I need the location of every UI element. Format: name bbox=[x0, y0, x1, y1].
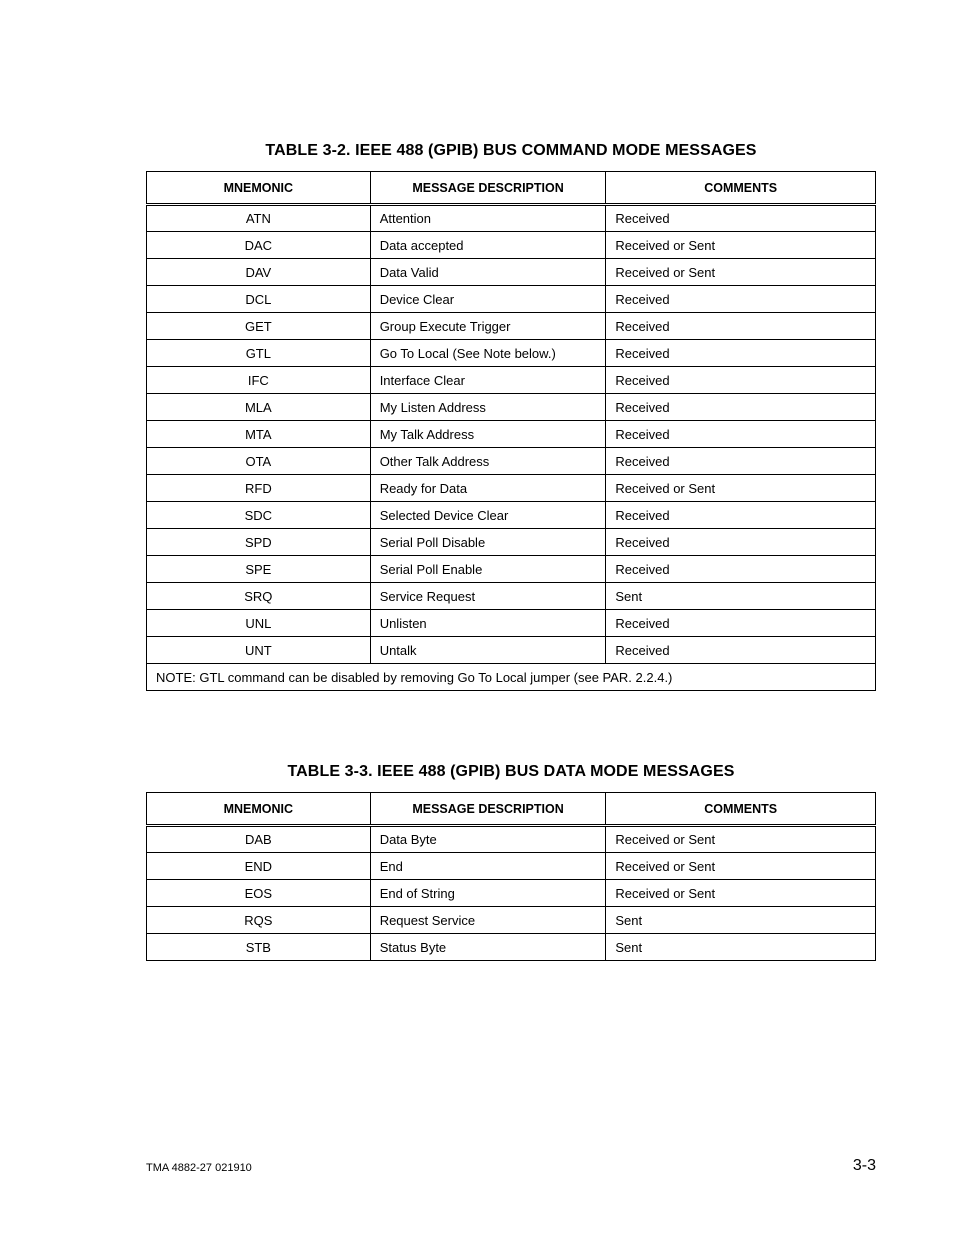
table-row bbox=[147, 853, 876, 880]
table-row bbox=[147, 610, 876, 637]
table-row bbox=[147, 313, 876, 340]
table-row bbox=[147, 934, 876, 961]
mnemonic-cell: SRQ bbox=[147, 583, 371, 610]
description-cell: Data accepted bbox=[370, 232, 606, 259]
table-row bbox=[147, 286, 876, 313]
table-header-row bbox=[147, 172, 876, 205]
table-row bbox=[147, 583, 876, 610]
mnemonic-cell: RFD bbox=[147, 475, 371, 502]
command-mode-messages-table bbox=[146, 171, 876, 691]
mnemonic-cell: DAB bbox=[147, 826, 371, 853]
table-row bbox=[147, 637, 876, 664]
table-row bbox=[147, 232, 876, 259]
mnemonic-cell: SPD bbox=[147, 529, 371, 556]
table-row bbox=[147, 907, 876, 934]
mnemonic-cell: DAV bbox=[147, 259, 371, 286]
mnemonic-cell: GET bbox=[147, 313, 371, 340]
description-cell: End bbox=[370, 853, 606, 880]
description-cell: Unlisten bbox=[370, 610, 606, 637]
table-row bbox=[147, 826, 876, 853]
mnemonic-cell: STB bbox=[147, 934, 371, 961]
header-comments: COMMENTS bbox=[606, 793, 876, 826]
page-number: 3-3 bbox=[852, 1157, 876, 1174]
mnemonic-cell: MTA bbox=[147, 421, 371, 448]
comments-cell: Received bbox=[606, 529, 876, 556]
comments-cell: Received bbox=[606, 610, 876, 637]
table-row bbox=[147, 367, 876, 394]
mnemonic-cell: MLA bbox=[147, 394, 371, 421]
header-message-description: MESSAGE DESCRIPTION bbox=[370, 793, 606, 826]
table-row bbox=[147, 205, 876, 232]
mnemonic-cell: OTA bbox=[147, 448, 371, 475]
header-comments: COMMENTS bbox=[606, 172, 876, 205]
header-mnemonic: MNEMONIC bbox=[147, 793, 371, 826]
description-cell: Selected Device Clear bbox=[370, 502, 606, 529]
description-cell: Status Byte bbox=[370, 934, 606, 961]
description-cell: End of String bbox=[370, 880, 606, 907]
table-header-row bbox=[147, 793, 876, 826]
comments-cell: Received bbox=[606, 394, 876, 421]
mnemonic-cell: END bbox=[147, 853, 371, 880]
description-cell: Request Service bbox=[370, 907, 606, 934]
mnemonic-cell: GTL bbox=[147, 340, 371, 367]
comments-cell: Received or Sent bbox=[606, 232, 876, 259]
mnemonic-cell: IFC bbox=[147, 367, 371, 394]
comments-cell: Sent bbox=[606, 934, 876, 961]
comments-cell: Received bbox=[606, 340, 876, 367]
description-cell: My Listen Address bbox=[370, 394, 606, 421]
table-3-3-caption: TABLE 3-3. IEEE 488 (GPIB) BUS DATA MODE MESSAGES bbox=[287, 763, 735, 780]
description-cell: Service Request bbox=[370, 583, 606, 610]
description-cell: Device Clear bbox=[370, 286, 606, 313]
description-cell: Go To Local (See Note below.) bbox=[370, 340, 606, 367]
header-mnemonic: MNEMONIC bbox=[147, 172, 371, 205]
comments-cell: Received or Sent bbox=[606, 259, 876, 286]
data-mode-messages-table bbox=[146, 792, 876, 961]
table-row bbox=[147, 475, 876, 502]
mnemonic-cell: EOS bbox=[147, 880, 371, 907]
comments-cell: Received bbox=[606, 421, 876, 448]
table-3-2-caption: TABLE 3-2. IEEE 488 (GPIB) BUS COMMAND MODE MESSAGES bbox=[265, 142, 757, 159]
mnemonic-cell: ATN bbox=[147, 205, 371, 232]
comments-cell: Received bbox=[606, 205, 876, 232]
comments-cell: Received bbox=[606, 637, 876, 664]
comments-cell: Received or Sent bbox=[606, 880, 876, 907]
comments-cell: Received or Sent bbox=[606, 853, 876, 880]
comments-cell: Received bbox=[606, 502, 876, 529]
comments-cell: Sent bbox=[606, 583, 876, 610]
mnemonic-cell: UNL bbox=[147, 610, 371, 637]
table-row bbox=[147, 394, 876, 421]
table-row bbox=[147, 529, 876, 556]
description-cell: Untalk bbox=[370, 637, 606, 664]
comments-cell: Received or Sent bbox=[606, 826, 876, 853]
comments-cell: Received bbox=[606, 556, 876, 583]
comments-cell: Sent bbox=[606, 907, 876, 934]
table-row bbox=[147, 340, 876, 367]
table-note: NOTE: GTL command can be disabled by removing Go To Local jumper (see PAR. 2.2.4.) bbox=[147, 664, 876, 691]
mnemonic-cell: UNT bbox=[147, 637, 371, 664]
description-cell: Interface Clear bbox=[370, 367, 606, 394]
description-cell: Ready for Data bbox=[370, 475, 606, 502]
description-cell: Data Valid bbox=[370, 259, 606, 286]
mnemonic-cell: SDC bbox=[147, 502, 371, 529]
comments-cell: Received bbox=[606, 367, 876, 394]
comments-cell: Received bbox=[606, 286, 876, 313]
table-row bbox=[147, 421, 876, 448]
table-row bbox=[147, 502, 876, 529]
table-note-row bbox=[147, 664, 876, 691]
mnemonic-cell: RQS bbox=[147, 907, 371, 934]
description-cell: Serial Poll Disable bbox=[370, 529, 606, 556]
description-cell: Attention bbox=[370, 205, 606, 232]
mnemonic-cell: DAC bbox=[147, 232, 371, 259]
document-id: TMA 4882-27 021910 bbox=[146, 1162, 252, 1174]
description-cell: Data Byte bbox=[370, 826, 606, 853]
header-message-description: MESSAGE DESCRIPTION bbox=[370, 172, 606, 205]
table-row bbox=[147, 259, 876, 286]
mnemonic-cell: SPE bbox=[147, 556, 371, 583]
description-cell: Serial Poll Enable bbox=[370, 556, 606, 583]
comments-cell: Received or Sent bbox=[606, 475, 876, 502]
comments-cell: Received bbox=[606, 313, 876, 340]
description-cell: Group Execute Trigger bbox=[370, 313, 606, 340]
description-cell: My Talk Address bbox=[370, 421, 606, 448]
mnemonic-cell: DCL bbox=[147, 286, 371, 313]
comments-cell: Received bbox=[606, 448, 876, 475]
table-row bbox=[147, 448, 876, 475]
table-row bbox=[147, 880, 876, 907]
description-cell: Other Talk Address bbox=[370, 448, 606, 475]
table-row bbox=[147, 556, 876, 583]
